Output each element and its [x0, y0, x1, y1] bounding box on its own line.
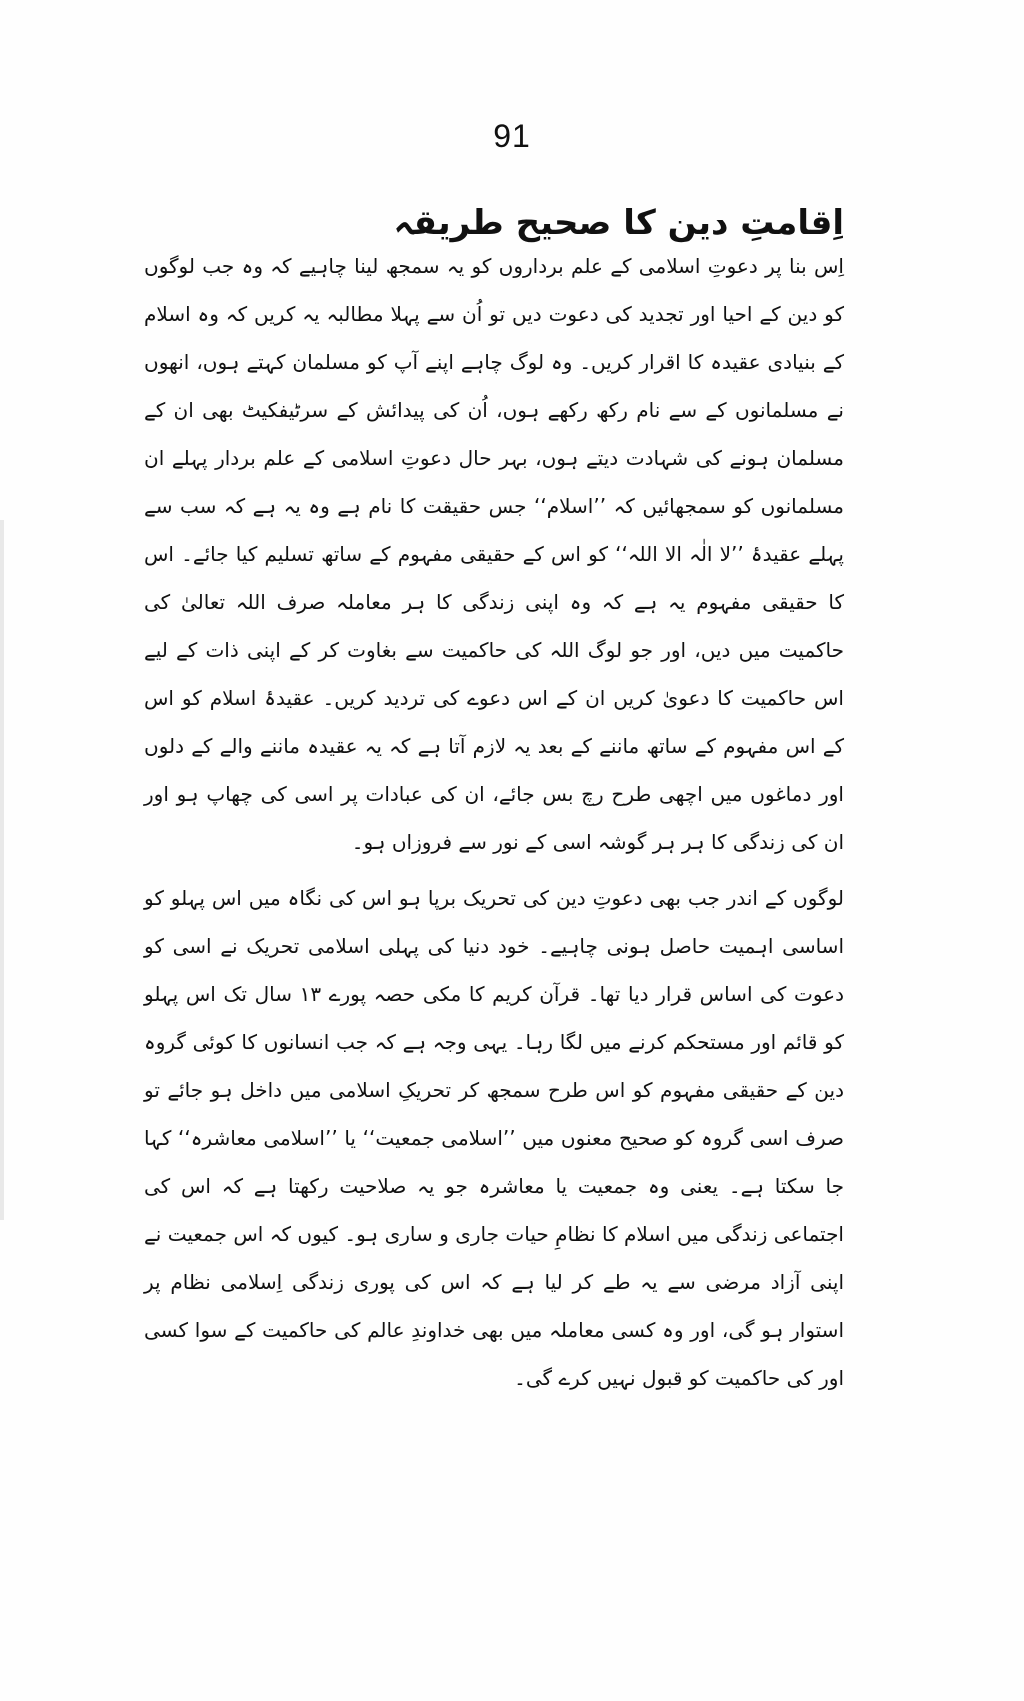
page-number: 91 [493, 118, 531, 154]
page-gutter [0, 520, 4, 1220]
paragraph-2: لوگوں کے اندر جب بھی دعوتِ دین کی تحریک برپا ہو اس کی نگاہ میں اس پہلو کو اساسی اہمیت حاصل ہونی چاہیے۔ خود دنیا کی پہلی اسلامی تحریک نے اسی کو دعوت کی اساس قرار دیا تھا۔ قرآن کریم کا مکی حصہ پورے ۱۳ سال تک اس پہلو کو قائم اور مستحکم کرنے میں لگا رہا۔ یہی وجہ ہے کہ جب انسانوں کا کوئی گروہ دین کے حقیقی مفہوم کو اس طرح سمجھ کر تحریکِ اسلامی میں داخل ہو جائے تو صرف اسی گروہ کو صحیح معنوں میں ’’اسلامی جمعیت‘‘ یا ’’اسلامی معاشرہ‘‘ کہا جا سکتا ہے۔ یعنی وہ جمعیت یا معاشرہ جو یہ صلاحیت رکھتا ہے کہ اس کی اجتماعی زندگی میں اسلام کا نظامِ حیات جاری و ساری ہو۔ کیوں کہ اس جمعیت نے اپنی آزاد مرضی سے یہ طے کر لیا ہے کہ اس کی پوری زندگی اِسلامی نظام پر استوار ہو گی، اور وہ کسی معاملہ میں بھی خداوندِ عالم کی حاکمیت کے سوا کسی اور کی حاکمیت کو قبول نہیں کرے گی۔ [144, 886, 845, 1390]
body-text [144, 242, 844, 1402]
paragraph-1: اِس بنا پر دعوتِ اسلامی کے علم برداروں کو یہ سمجھ لینا چاہیے کہ وہ جب لوگوں کو دین کے احیا اور تجدید کی دعوت دیں تو اُن سے پہلا مطالبہ یہ کریں کہ وہ اسلام کے بنیادی عقیدہ کا اقرار کریں۔ وہ لوگ چاہے اپنے آپ کو مسلمان کہتے ہوں، انھوں نے مسلمانوں کے سے نام رکھ رکھے ہوں، اُن کی پیدائش کے سرٹیفکیٹ بھی ان کے مسلمان ہونے کی شہادت دیتے ہوں، بہر حال دعوتِ اسلامی کے علم بردار پہلے ان مسلمانوں کو سمجھائیں کہ ’’اسلام‘‘ جس حقیقت کا نام ہے وہ یہ ہے کہ سب سے پہلے عقیدۂ ’’لا الٰہ الا اللہ‘‘ کو اس کے حقیقی مفہوم کے ساتھ تسلیم کیا جائے۔ اس کا حقیقی مفہوم یہ ہے کہ وہ اپنی زندگی کا ہر معاملہ صرف اللہ تعالیٰ کی حاکمیت میں دیں، اور جو لوگ اللہ کی حاکمیت سے بغاوت کر کے اپنی ذات کے لیے اس حاکمیت کا دعویٰ کریں ان کے اس دعوے کی تردید کریں۔ عقیدۂ اسلام کو اس کے اس مفہوم کے ساتھ ماننے کے بعد یہ لازم آتا ہے کہ یہ عقیدہ ماننے والے کے دلوں اور دماغوں میں اچھی طرح رچ بس جائے، ان کی عبادات پر اسی کی چھاپ ہو اور ان کی زندگی کا ہر ہر گوشہ اسی کے نور سے فروزاں ہو۔ [144, 254, 844, 854]
chapter-title: اِقامتِ دین کا صحیح طریقہ [393, 202, 844, 243]
